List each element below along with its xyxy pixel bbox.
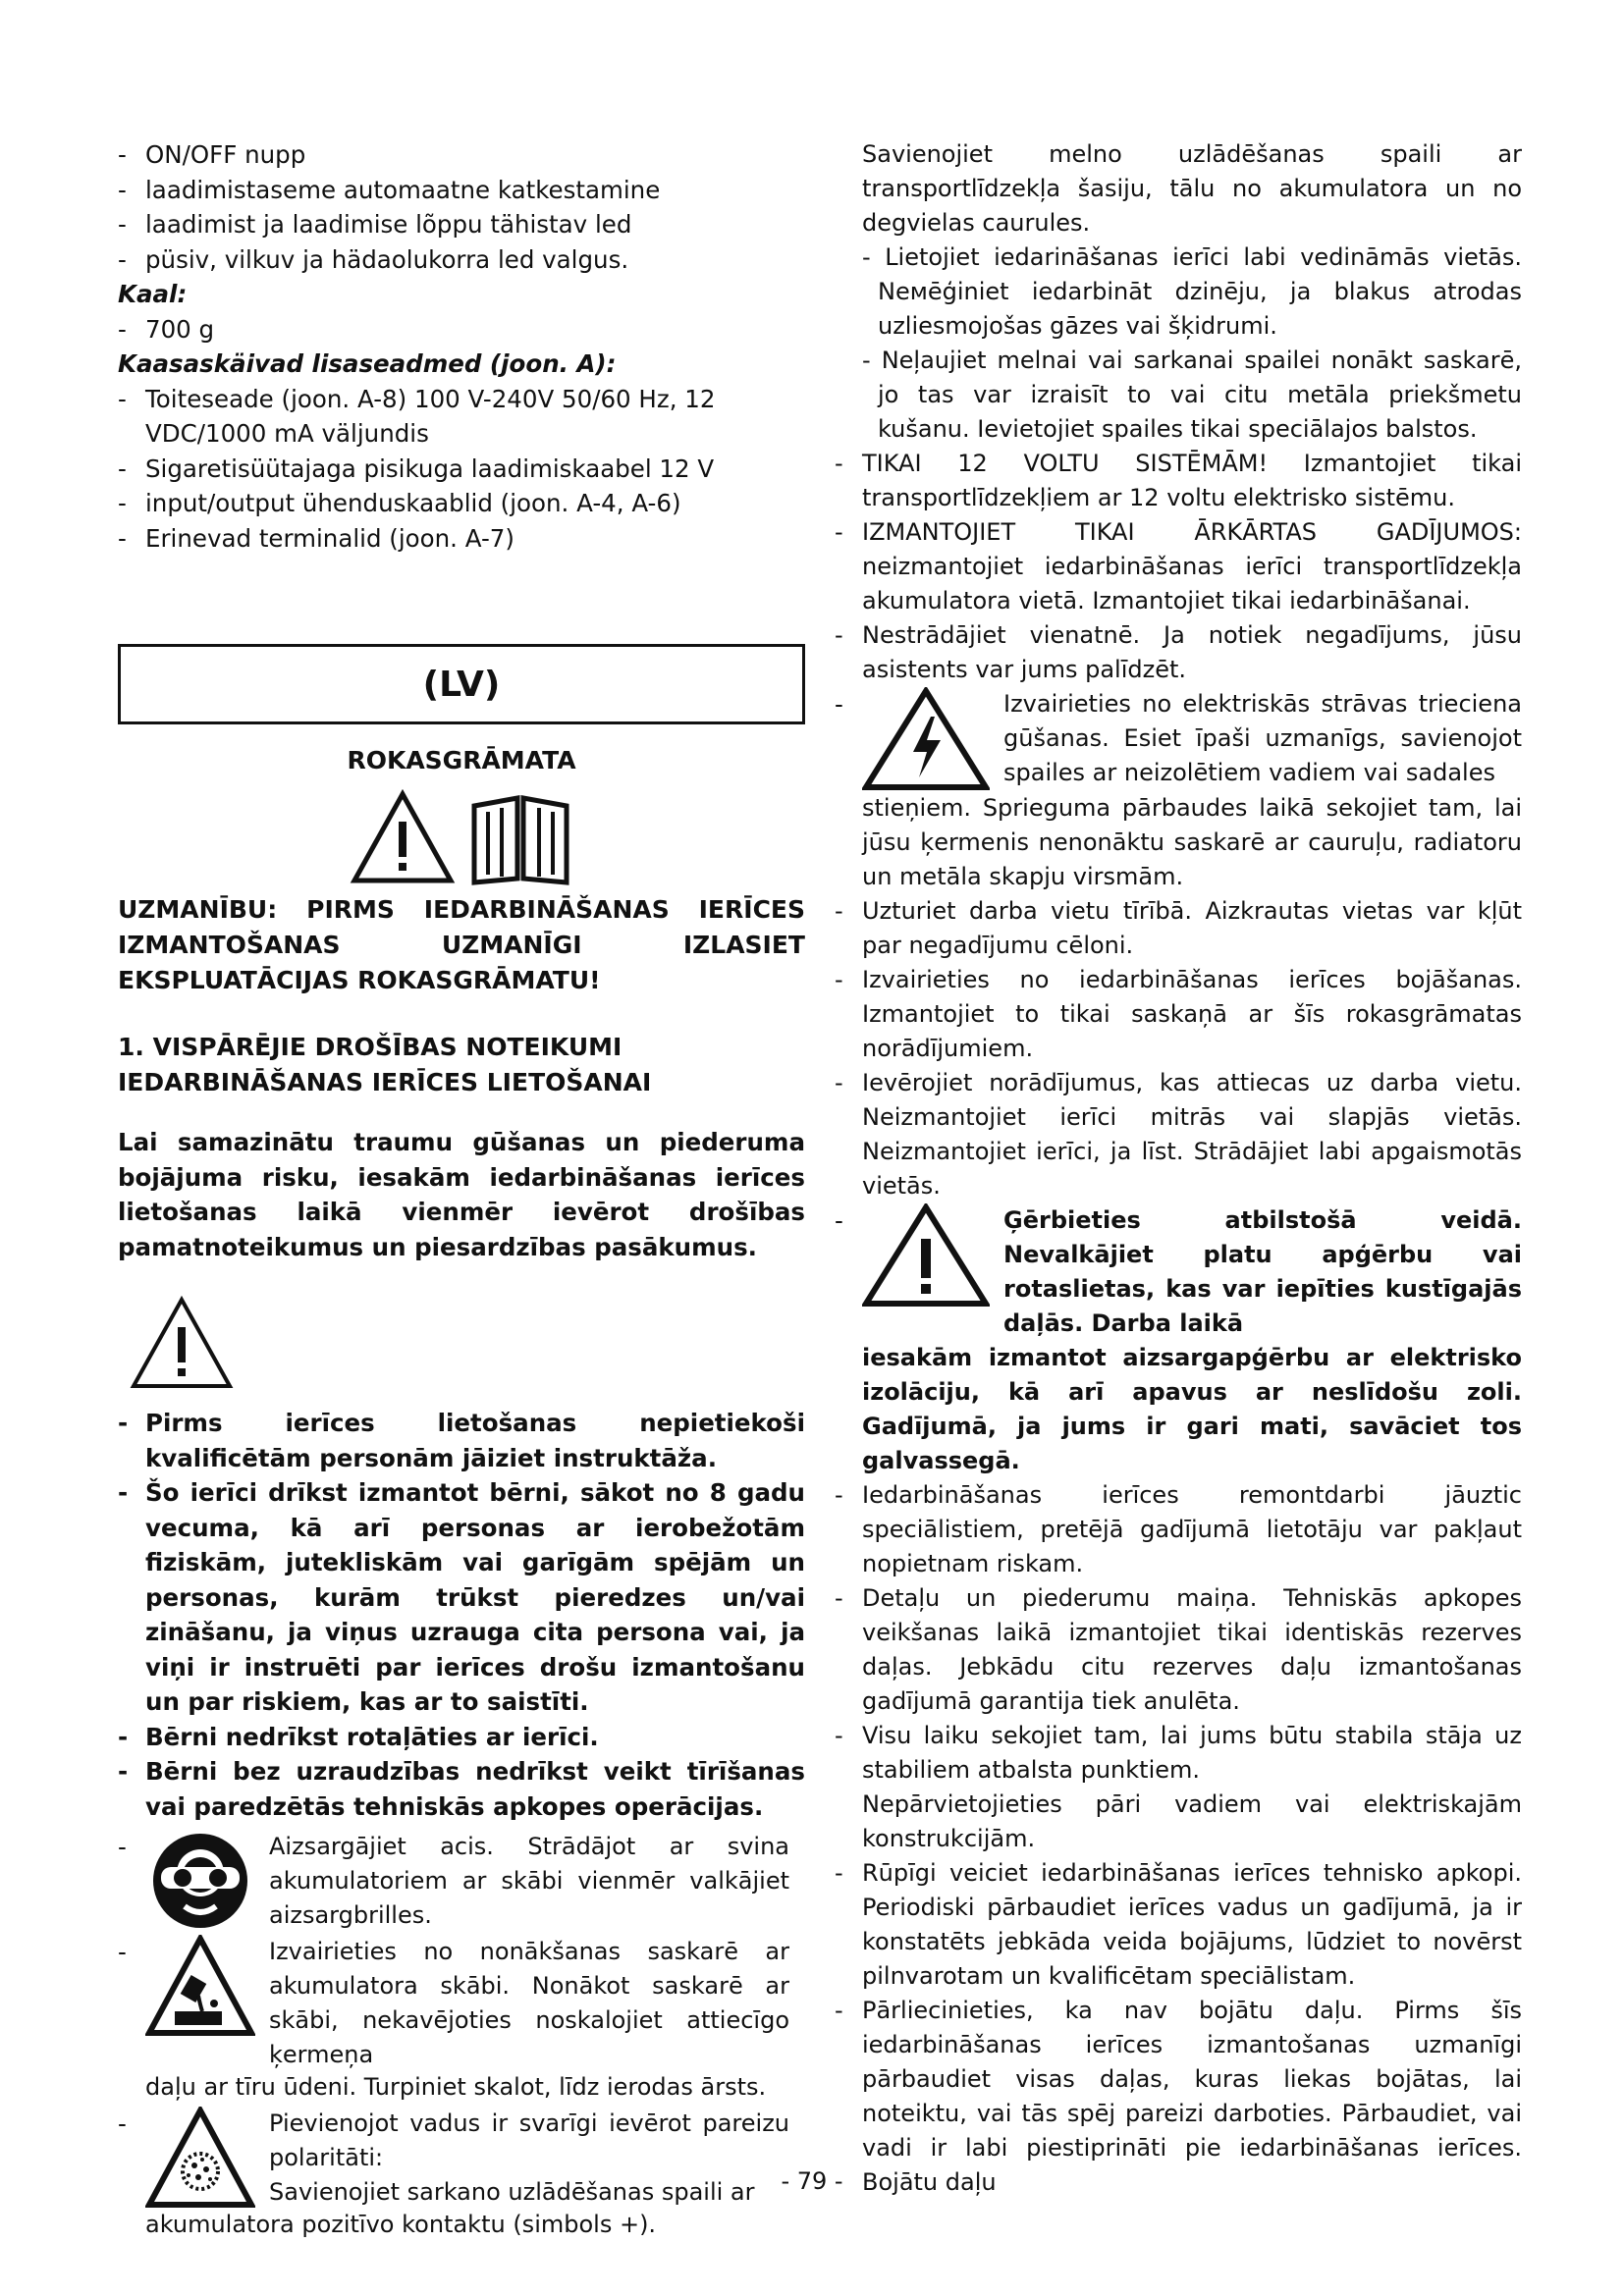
- right-column: [835, 137, 1522, 2200]
- polarity-text-continued: akumulatora pozitīvo kontaktu (simbols +).: [145, 2211, 657, 2238]
- accessory-item: - input/output ühenduskaablid (joon. A-4, A-6): [118, 489, 681, 517]
- acid-warning-icon: [145, 1935, 255, 2037]
- weight-label: Kaal:: [118, 280, 188, 308]
- goggles-icon: [145, 1830, 255, 1932]
- open-book-icon: [466, 788, 574, 886]
- accessories-label: Kaasaskäivad lisaseadmed (joon. A):: [118, 349, 617, 378]
- shock-row: - Izvairieties no elektriskās strāvas trieciena gūšanas. Esiet īpaši uzmanīgs, savienojot spailes ar neizolētiem vadiem vai sadales: [835, 687, 1522, 791]
- language-box: (LV): [118, 644, 805, 724]
- rule-item: - Nestrādājiet vienatnē. Ja notiek negadījums, jūsu asistents var jums palīdzēt.: [835, 621, 1522, 683]
- sub-item: - Neļaujiet melnai vai sarkanai spailei nonākt saskarē, jo tas var izraisīt to vai citu metāla priekšmetu kušanu. Ievietojiet spailes tikai speciālajos balstos.: [862, 347, 1522, 443]
- rule-item: - Pirms ierīces lietošanas nepietiekoši kvalificētām personām jāiziet instruktāža.: [118, 1409, 805, 1472]
- accessory-item: - Toiteseade (joon. A-8) 100 V-240V 50/60 Hz, 12 VDC/1000 mA väljundis: [118, 384, 716, 448]
- weight-value: - 700 g: [118, 314, 215, 344]
- clamp-intro: Savienojiet melno uzlādēšanas spaili ar transportlīdzekļa šasiju, tālu no akumulatora un no degvielas caurules.: [862, 140, 1522, 237]
- rule-item-continued: Nepārvietojieties pāri vadiem vai elektriskajām konstrukcijām.: [862, 1790, 1522, 1852]
- polarity-text: Pievienojot vadus ir svarīgi ievērot pareizu polaritāti:: [269, 2109, 789, 2171]
- dress-text-continued: iesakām izmantot aizsargapģērbu ar elektrisko izolāciju, kā arī apavus ar neslīdošu zoli. Gadījumā, ja jums ir gari mati, savāciet tos galvassegā.: [862, 1344, 1522, 1474]
- acid-text: Izvairieties no nonākšanas saskarē ar akumulatora skābi. Nonākot saskarē ar skābi, nekavējoties noskalojiet attiecīgo ķermeņa: [269, 1938, 789, 2068]
- warning-triangle-icon: [349, 788, 457, 886]
- accessory-item: - Erinevad terminalid (joon. A-7): [118, 523, 514, 553]
- left-column: [118, 137, 805, 2242]
- dress-row: - Ģērbieties atbilstošā veidā. Nevalkājiet platu apģērbu vai rotaslietas, kas var iepīties kustīgajās daļās. Darba laikā: [835, 1203, 1522, 1341]
- rule-item: - Uzturiet darba vietu tīrībā. Aizkrautas vietas var kļūt par negadījumu cēloni.: [835, 897, 1522, 959]
- warning-triangle-icon: [862, 1203, 990, 1308]
- shock-text: Izvairieties no elektriskās strāvas trieciena gūšanas. Esiet īpaši uzmanīgs, savienojot spailes ar neizolētiem vadiem vai sadales: [1003, 690, 1522, 786]
- polarity-row: - Pievienojot vadus ir svarīgi ievērot pareizu polaritāti: Savienojiet sarkano uzlādēšanas spaili ar: [118, 2107, 805, 2210]
- dress-text: Ģērbieties atbilstošā veidā. Nevalkājiet platu apģērbu vai rotaslietas, kas var iepīties kustīgajās daļās. Darba laikā: [1003, 1206, 1522, 1337]
- sub-item: - Lietojiet iedarināšanas ierīci labi vedināmās vietās. Neмēģiniet iedarbināt dzinēju, ja blakus atrodas uzliesmojošas gāzes vai šķidrumi.: [862, 243, 1523, 340]
- goggles-text: Aizsargājiet acis. Strādājot ar svina akumulatoriem ar skābi vienmēr valkājiet aizsargbrilles.: [269, 1833, 789, 1929]
- section-title: 1. VISPĀRĒJIE DROŠĪBAS NOTEIKUMI IEDARBINĀŠANAS IERĪCES LIETOŠANAI: [118, 1033, 652, 1096]
- goggles-row: - Aizsargājiet acis. Strādājot ar svina akumulatoriem ar skābi vienmēr valkājiet aizsargbrilles.: [118, 1830, 805, 1933]
- feature-item: - laadimist ja laadimise lõppu tähistav led: [118, 210, 632, 239]
- manual-title: ROKASGRĀMATA: [347, 746, 576, 774]
- rule-item: - IZMANTOJIET TIKAI ĀRKĀRTAS GADĪJUMOS: neizmantojiet iedarbināšanas ierīci transportlīdzekļa akumulatora vietā. Izmantojiet tikai iedarbināšanai.: [835, 518, 1522, 614]
- acid-row: - Izvairieties no nonākšanas saskarē ar akumulatora skābi. Nonākot saskarē ar skābi, nekavējoties noskalojiet attiecīgo ķermeņa: [118, 1935, 805, 2072]
- shock-text-continued: stieņiem. Sprieguma pārbaudes laikā sekojiet tam, lai jūsu ķermenis nenonāktu saskarē ar cauruļu, radiatoru un metāla skapju virsmām.: [862, 794, 1522, 890]
- rule-item: - Izvairieties no iedarbināšanas ierīces bojāšanas. Izmantojiet to tikai saskaņā ar šīs rokasgrāmatas norādījumiem.: [835, 966, 1522, 1062]
- rule-item: - TIKAI 12 VOLTU SISTĒMĀM! Izmantojiet tikai transportlīdzekļiem ar 12 voltu elektrisko sistēmu.: [835, 450, 1522, 511]
- acid-text-continued: daļu ar tīru ūdeni. Turpiniet skalot, līdz ierodas ārsts.: [145, 2073, 767, 2101]
- rule-item: - Bērni bez uzraudzības nedrīkst veikt tīrīšanas vai paredzētās tehniskās apkopes operācijas.: [118, 1757, 805, 1821]
- accessory-item: - Sigaretisüütajaga pisikuga laadimiskaabel 12 V: [118, 454, 715, 483]
- page-number: - 79 -: [781, 2167, 843, 2195]
- rule-item: - Detaļu un piederumu maiņa. Tehniskās apkopes veikšanas laikā izmantojiet tikai identiskās rezerves daļas. Jebkādu citu rezerves daļu izmantošanas gadījumā garantija tiek anulēta.: [835, 1584, 1522, 1715]
- warning-heading: UZMANĪBU: PIRMS IEDARBINĀŠANAS IERĪCES IZMANTOŠANAS UZMANĪGI IZLASIET EKSPLUATĀCIJAS ROKASGRĀMATU!: [118, 895, 805, 994]
- warning-triangle-icon: [128, 1294, 236, 1392]
- manual-icons: [118, 788, 805, 886]
- polarity-text-line: Savienojiet sarkano uzlādēšanas spaili ar: [269, 2178, 755, 2206]
- feature-item: - laadimistaseme automaatne katkestamine: [118, 175, 661, 204]
- rule-item: - Ievērojiet norādījumus, kas attiecas uz darba vietu. Neizmantojiet ierīci mitrās vai slapjās vietās. Neizmantojiet ierīci, ja līst. Strādājiet labi apgaismotās vietās.: [835, 1069, 1522, 1200]
- rule-item: - Iedarbināšanas ierīces remontdarbi jāuztic speciālistiem, pretējā gadījumā lietotāju var pakļaut nopietnam riskam.: [835, 1481, 1522, 1577]
- rule-item: - Šo ierīci drīkst izmantot bērni, sākot no 8 gadu vecuma, kā arī personas ar ierobežotām fiziskām, jutekliskām vai garīgām spējām un personas, kurām trūkst pieredzes un/vai zināšanu, ja viņus uzrauga cita persona vai, ja viņi ir instruēti par ierīces drošu izmantošanu un par riskiem, kas ar to saistīti.: [118, 1478, 805, 1716]
- rule-item: - Pārliecinieties, ka nav bojātu daļu. Pirms šīs iedarbināšanas ierīces izmantošanas uzmanīgi pārbaudiet visas daļas, kuras liekas bojātas, lai noteiktu, vai tās spēj pareizi darboties. Pārbaudiet, vai vadi ir labi piestiprināti pie iedarbināšanas ierīces. Bojātu daļu: [835, 1997, 1522, 2196]
- feature-item: - ON/OFF nupp: [118, 140, 306, 169]
- rule-item: - Rūpīgi veiciet iedarbināšanas ierīces tehnisko apkopi. Periodiski pārbaudiet ierīces vadus un gadījumā, ja ir konstatēts jebkāda veida bojājums, lūdziet to novērst pilnvarotam un kvalificētam speciālistam.: [835, 1859, 1522, 1990]
- rule-item: - Bērni nedrīkst rotaļāties ar ierīci.: [118, 1722, 599, 1751]
- section-intro: Lai samazinātu traumu gūšanas un piederuma bojājuma risku, iesakām iedarbināšanas ierīces lietošanas laikā vienmēr ievērot drošības pamatnoteikumus un piesardzības pasākumus.: [118, 1128, 805, 1261]
- rule-item: - Visu laiku sekojiet tam, lai jums būtu stabila stāja uz stabiliem atbalsta punktiem.: [835, 1722, 1522, 1784]
- electric-shock-warning-icon: [862, 687, 990, 791]
- feature-item: - püsiv, vilkuv ja hädaolukorra led valgus.: [118, 244, 629, 274]
